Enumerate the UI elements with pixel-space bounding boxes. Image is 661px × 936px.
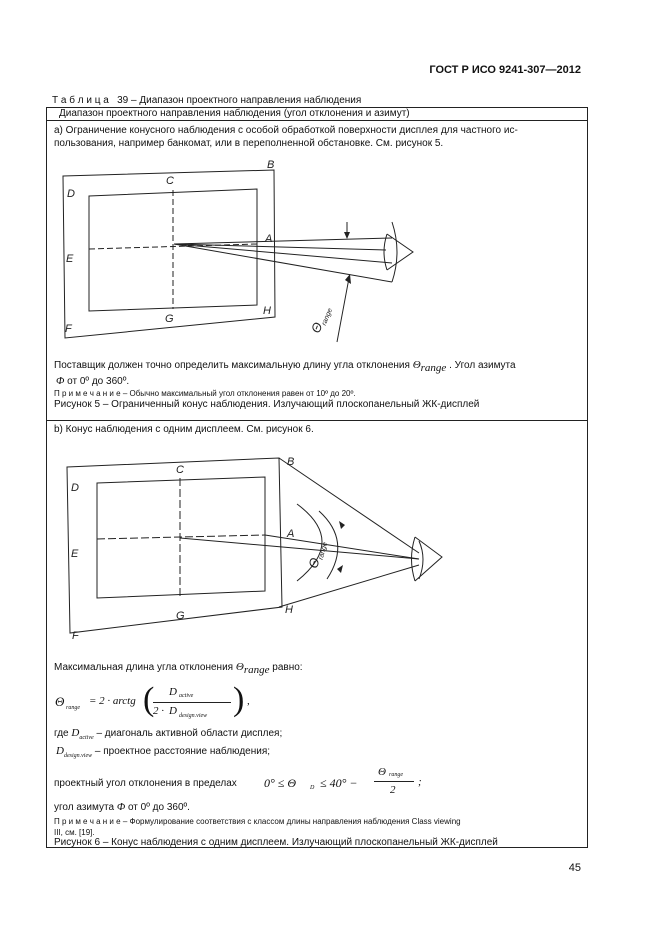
design-angle-semicolon: ; bbox=[418, 776, 422, 788]
section-a-text-line1: а) Ограничение конусного наблюдения с особой обработкой поверхности дисплея для частного ис- bbox=[54, 125, 518, 136]
fig6-label-h: H bbox=[285, 604, 293, 616]
fig6-outer-panel bbox=[67, 458, 282, 633]
design-angle-sub-d: D bbox=[310, 785, 315, 791]
section-b-note bbox=[54, 815, 579, 828]
theta-sub-2: range bbox=[243, 664, 270, 676]
supplier-text-part2: . Угол азимута bbox=[449, 360, 516, 371]
design-angle-lower: 0° ≤ Θ bbox=[264, 776, 297, 790]
max-length-text bbox=[54, 661, 303, 677]
note-label: П р и м е ч а н и е bbox=[54, 389, 121, 398]
fig6-label-b: B bbox=[287, 456, 295, 468]
fig5-label-g: G bbox=[165, 313, 174, 325]
theta-sub: range bbox=[420, 362, 447, 374]
table-head: Диапазон проектного направления наблюдения (угол отклонения и азимут) bbox=[47, 108, 587, 121]
design-angle-fraction-bar bbox=[374, 781, 414, 782]
azimuth-range: от 0º до 360º. bbox=[67, 376, 130, 387]
note-text-b1: – Формулирование соответствия с классом длины направления наблюдения Class bbox=[122, 817, 432, 826]
formula-num-d: D bbox=[169, 686, 177, 698]
table-caption-label: Т а б л и ц а bbox=[52, 95, 109, 106]
fig6-label-e: E bbox=[71, 548, 79, 560]
fig6-label-g: G bbox=[176, 610, 185, 622]
fig6-label-d: D bbox=[71, 482, 79, 494]
design-angle-label: проектный угол отклонения в пределах bbox=[54, 778, 237, 789]
section-a-text-line2: пользования, например банкомат, или в переполненной обстановке. См. рисунок 5. bbox=[54, 138, 444, 149]
design-angle-num-theta: Θ bbox=[378, 766, 386, 778]
formula-den-d: D bbox=[169, 705, 177, 717]
d-design-symbol: D bbox=[56, 745, 64, 757]
formula-paren-left: ( bbox=[143, 681, 155, 718]
supplier-text-part1: Поставщик должен точно определить максимальную длину угла отклонения bbox=[54, 360, 410, 371]
document-header: ГОСТ Р ИСО 9241-307—2012 bbox=[429, 64, 581, 76]
d-design-line bbox=[56, 745, 270, 763]
azimuth-range-b: от 0º до 360º. bbox=[127, 802, 190, 813]
max-length-equals: равно: bbox=[272, 662, 303, 673]
formula-fraction-bar bbox=[153, 702, 231, 703]
formula-body: = 2 · arctg bbox=[89, 695, 136, 707]
design-angle-line bbox=[54, 763, 554, 803]
d-design-sub: design.view bbox=[63, 753, 93, 759]
formula-theta: Θ bbox=[55, 694, 65, 709]
design-angle-den: 2 bbox=[390, 784, 396, 796]
note-text: – Обычно максимальный угол отклонения равен от 10º до 20º. bbox=[122, 389, 356, 398]
page-number: 45 bbox=[568, 862, 581, 874]
d-active-symbol: D bbox=[71, 727, 80, 739]
formula-paren-right: ) bbox=[233, 681, 245, 718]
phi-symbol-b: Φ bbox=[116, 801, 126, 813]
design-angle-num-sub: range bbox=[389, 772, 403, 778]
figure-5-caption: Рисунок 5 – Ограниченный конус наблюдения. Излучающий плоскопанельный ЖК-дисплей bbox=[54, 399, 480, 410]
table-39 bbox=[46, 107, 588, 848]
formula-den-two: 2 · bbox=[153, 705, 164, 717]
formula-den-sub: design.view bbox=[179, 713, 208, 719]
d-design-desc: – проектное расстояние наблюдения; bbox=[94, 746, 271, 757]
fig5-eye-lens bbox=[392, 222, 397, 282]
figure-6 bbox=[47, 441, 587, 641]
note-viewing: viewing bbox=[433, 817, 461, 826]
fig5-label-e: E bbox=[66, 253, 74, 265]
where-label: где bbox=[54, 728, 69, 739]
fig5-theta-symbol: Θ bbox=[307, 320, 326, 336]
fig5-eye bbox=[387, 234, 413, 270]
fig6-label-f: F bbox=[72, 630, 79, 641]
d-active-desc: – диагональ активной области дисплея; bbox=[96, 728, 283, 739]
phi-symbol: Φ bbox=[56, 375, 65, 387]
fig5-label-f: F bbox=[65, 323, 72, 335]
fig5-label-c: C bbox=[166, 175, 174, 187]
azimuth-label-b: угол азимута bbox=[54, 802, 115, 813]
figure-5 bbox=[47, 152, 587, 382]
theta-symbol: Θ bbox=[412, 359, 421, 371]
table-caption bbox=[52, 95, 361, 106]
fig6-eye bbox=[415, 537, 442, 581]
design-angle-upper: ≤ 40° − bbox=[320, 776, 358, 790]
fig5-label-d: D bbox=[67, 188, 75, 200]
figure-6-caption: Рисунок 6 – Конус наблюдения с одним дисплеем. Излучающий плоскопанельный ЖК-дисплей bbox=[54, 837, 498, 848]
fig5-theta-sub: range bbox=[320, 307, 335, 327]
section-b-note-ref: III, см. [19]. bbox=[54, 828, 95, 837]
theta-symbol-2: Θ bbox=[235, 661, 244, 673]
section-b-azimuth bbox=[54, 801, 190, 814]
fig5-label-b: B bbox=[267, 159, 275, 171]
section-separator bbox=[47, 420, 587, 421]
note-label-b: П р и м е ч а н и е bbox=[54, 817, 121, 826]
fig6-theta-symbol: Θ bbox=[305, 556, 323, 570]
formula-theta-range bbox=[55, 683, 315, 723]
max-length-label: Максимальная длина угла отклонения bbox=[54, 662, 234, 673]
formula-num-sub: active bbox=[179, 693, 194, 699]
fig6-eye-lens bbox=[419, 541, 423, 579]
d-active-sub: active bbox=[79, 735, 94, 741]
table-caption-text: 39 – Диапазон проектного направления наблюдения bbox=[117, 95, 362, 106]
supplier-text bbox=[54, 359, 516, 375]
fig5-label-h: H bbox=[263, 305, 271, 317]
where-d-active bbox=[54, 727, 282, 745]
fig6-label-c: C bbox=[176, 464, 184, 476]
formula-comma: , bbox=[247, 695, 250, 707]
fig5-label-a: A bbox=[265, 233, 273, 245]
fig6-theta-sub: range bbox=[317, 541, 330, 561]
formula-theta-sub: range bbox=[66, 705, 80, 711]
section-b-text: b) Конус наблюдения с одним дисплеем. См. рисунок 6. bbox=[54, 424, 314, 435]
fig6-label-a: A bbox=[287, 528, 295, 540]
